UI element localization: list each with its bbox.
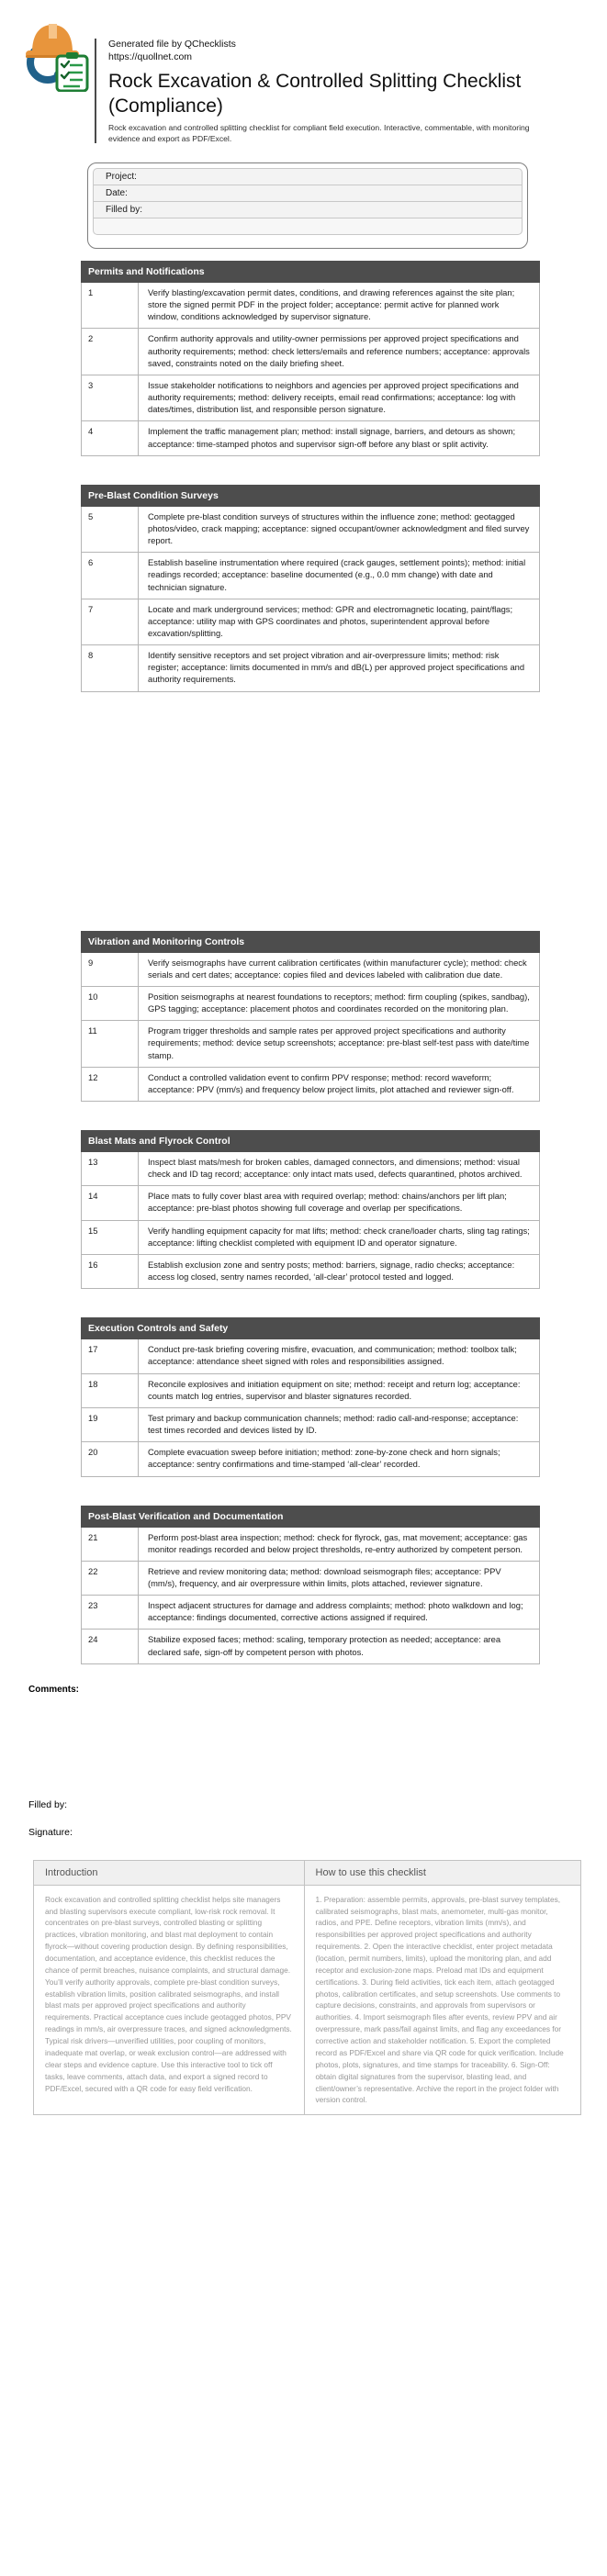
checklist-section-table xyxy=(81,1130,540,1289)
row-number: 3 xyxy=(82,375,139,420)
row-text: Place mats to fully cover blast area with required overlap; method: chains/anchors per lift plan; acceptance: pre-blast photos showing full coverage and overlap per specifications. xyxy=(139,1186,540,1220)
row-text: Test primary and backup communication channels; method: radio call-and-response; acceptance: test times recorded and devices listed by ID. xyxy=(139,1407,540,1441)
checklist-section-table xyxy=(81,261,540,456)
row-number: 6 xyxy=(82,553,139,599)
checklist-row xyxy=(82,1152,540,1186)
row-text: Verify handling equipment capacity for mat lifts; method: check crane/loader charts, sling tag ratings; acceptance: lifting checklist completed with equipment ID and operator signature. xyxy=(139,1220,540,1254)
checklist-sections xyxy=(81,261,540,1664)
row-text: Implement the traffic management plan; method: install signage, barriers, and detours as shown; acceptance: time-stamped photos and supervisor sign-off before any blast or split activity. xyxy=(139,421,540,455)
row-number: 4 xyxy=(82,421,139,455)
row-text: Reconcile explosives and initiation equipment on site; method: receipt and return log; acceptance: counts match log entries, supervisor and blaster signatures recorded. xyxy=(139,1373,540,1407)
checklist-row xyxy=(82,1407,540,1441)
header-divider xyxy=(95,39,96,143)
row-number: 1 xyxy=(82,283,139,329)
row-number: 19 xyxy=(82,1407,139,1441)
checklist-row xyxy=(82,329,540,375)
row-text: Program trigger thresholds and sample rates per approved project specifications and authority requirements; method: device setup screenshots; acceptance: pre-blast self-test pass with date/time stamp. xyxy=(139,1021,540,1067)
introduction-header: Introduction xyxy=(34,1860,305,1885)
hardhat-checklist-logo-icon xyxy=(12,11,93,96)
checklist-row xyxy=(82,1527,540,1561)
row-number: 17 xyxy=(82,1339,139,1373)
checklist-row xyxy=(82,553,540,599)
row-text: Verify blasting/excavation permit dates, conditions, and drawing references against the site plan; store the signed permit PDF in the project folder; acceptance: permit active for planned work window, conditions acknowledged by supervisor signature. xyxy=(139,283,540,329)
document-header xyxy=(0,0,607,147)
row-number: 5 xyxy=(82,506,139,552)
row-number: 7 xyxy=(82,599,139,644)
row-number: 10 xyxy=(82,986,139,1020)
row-number: 2 xyxy=(82,329,139,375)
row-number: 21 xyxy=(82,1527,139,1561)
row-number: 12 xyxy=(82,1067,139,1101)
checklist-section-table xyxy=(81,931,540,1102)
filled-by-label: Filled by: xyxy=(28,1798,68,1810)
page-title-line1: Rock Excavation & Controlled Splitting Checklist xyxy=(108,71,522,93)
row-text: Conduct a controlled validation event to confirm PPV response; method: record waveform; acceptance: PPV (mm/s) and frequency below project limits, plot attached and reviewer sign-off. xyxy=(139,1067,540,1101)
row-text: Issue stakeholder notifications to neighbors and agencies per approved project specifications and authority requirements; method: delivery receipts, email read confirmations; acceptance: log with dates/times, distribution list, and responsible person signature. xyxy=(139,375,540,420)
generated-by-text: Generated file by QChecklists xyxy=(108,39,236,50)
row-number: 9 xyxy=(82,952,139,986)
introduction-text: Rock excavation and controlled splitting checklist helps site managers and blasting supervisors execute compliant, low-risk rock removal. It concentrates on pre-blast surveys, controlled blasting or splitting practices, vibration monitoring, and blast mat deployment to contain flyrock—without covering production design. By defining responsibilities, documentation, and acceptance evidence, this checklist reduces the chance of permit breaches, nuisance complaints, and structural damage. You’ll verify authority approvals, complete pre-blast condition surveys, establish vibration limits, position calibrated seismographs, and install blast mats per approved project specifications and authority requirements. Practical acceptance cues include geotagged photos, PPV readings in mm/s, air overpressure traces, and signed acknowledgments. Typical risk drivers—unverified utilities, poor coupling of monitors, inadequate mat overlap, or weak exclusion control—are addressed with clear steps and evidence capture. Use this interactive tool to tick off tasks, leave comments, attach data, and export a signed record to PDF/Excel, secured with a QR code for easy field verification. xyxy=(34,1885,305,2114)
comments-label: Comments: xyxy=(28,1684,80,1695)
checklist-row xyxy=(82,1186,540,1220)
row-number: 15 xyxy=(82,1220,139,1254)
info-table xyxy=(33,1860,581,2115)
row-number: 24 xyxy=(82,1630,139,1663)
row-text: Inspect adjacent structures for damage and address complaints; method: photo walkdown and log; acceptance: findings documented, corrective actions assigned if required. xyxy=(139,1596,540,1630)
row-text: Verify seismographs have current calibration certificates (within manufacturer cycle); method: check serials and cert dates; acceptance: copies filed and devices labeled with calibration due date. xyxy=(139,952,540,986)
row-text: Position seismographs at nearest foundations to receptors; method: firm coupling (spikes, sandbag), GPS tagging; acceptance: placement photos and coordinates recorded on the monitoring plan. xyxy=(139,986,540,1020)
checklist-row xyxy=(82,283,540,329)
row-text: Confirm authority approvals and utility-owner permissions per approved project specifications and authority requirements; method: check letters/emails and reference numbers; acceptance: approvals saved, constraints noted on the daily briefing sheet. xyxy=(139,329,540,375)
row-text: Stabilize exposed faces; method: scaling, temporary protection as needed; acceptance: area declared safe, sign-off by competent person with photos. xyxy=(139,1630,540,1663)
row-number: 18 xyxy=(82,1373,139,1407)
checklist-row xyxy=(82,1021,540,1067)
row-number: 23 xyxy=(82,1596,139,1630)
checklist-row xyxy=(82,1220,540,1254)
howto-text: 1. Preparation: assemble permits, approvals, pre-blast survey templates, calibrated seismographs, blast mats, anemometer, multi-gas monitor, radios, and PPE. Define receptors, vibration limits (mm/s), and responsibilities per approved project specifications and authority requirements. 2. Open the interactive checklist, enter project metadata (location, permit numbers, limits), upload the monitoring plan, and add receptor and exclusion-zone maps. Preload mat IDs and equipment certifications. 3. During field activities, tick each item, attach geotagged photos, calibration certificates, and setup screenshots. Use comments to capture decisions, constraints, and approvals from supervisors or authorities. 4. Import seismograph files after events, review PPV and air overpressure, mark pass/fail against limits, and flag any exceedances for corrective action and stakeholder notification. 5. Export the completed record as PDF/Excel and share via QR code for quick verification. Include photos, plots, signatures, and time stamps for traceability. 6. Sign-Off: obtain digital signatures from the supervisor, blasting lead, and client/owner’s representative. Archive the report in the project folder with version control. xyxy=(304,1885,580,2114)
section-header: Execution Controls and Safety xyxy=(82,1318,540,1339)
page-title xyxy=(108,70,551,119)
checklist-row xyxy=(82,645,540,691)
row-text: Retrieve and review monitoring data; method: download seismograph files; acceptance: PPV (mm/s), frequency, and air overpressure within limits, plots attached, reviewer signature. xyxy=(139,1561,540,1595)
checklist-row xyxy=(82,506,540,552)
checklist-row xyxy=(82,1373,540,1407)
row-text: Complete pre-blast condition surveys of structures within the influence zone; method: geotagged photos/video, crack mapping; acceptance: signed occupant/owner acknowledgment and filed survey report. xyxy=(139,506,540,552)
row-text: Identify sensitive receptors and set project vibration and air-overpressure limits; method: risk register; acceptance: limits documented in mm/s and dB(L) per approved project specifications and authority requirements. xyxy=(139,645,540,691)
row-text: Inspect blast mats/mesh for broken cables, damaged connectors, and dimensions; method: visual check and ID tag record; acceptance: only intact mats used, defects quarantined, photos archived. xyxy=(139,1152,540,1186)
row-number: 22 xyxy=(82,1561,139,1595)
filled-by-field[interactable]: Filled by: xyxy=(93,201,523,218)
row-number: 8 xyxy=(82,645,139,691)
empty-field-row xyxy=(93,218,523,235)
checklist-row xyxy=(82,1596,540,1630)
row-text: Perform post-blast area inspection; method: check for flyrock, gas, mat movement; acceptance: gas monitor readings recorded and below project thresholds, re-entry authorized by competent person. xyxy=(139,1527,540,1561)
section-header: Permits and Notifications xyxy=(82,262,540,283)
checklist-row xyxy=(82,599,540,644)
row-number: 11 xyxy=(82,1021,139,1067)
checklist-row xyxy=(82,1067,540,1101)
row-text: Conduct pre-task briefing covering misfire, evacuation, and communication; method: toolbox talk; acceptance: attendance sheet signed with roles and responsibilities assigned. xyxy=(139,1339,540,1373)
checklist-row xyxy=(82,1339,540,1373)
checklist-row xyxy=(82,421,540,455)
checklist-section-table xyxy=(81,1506,540,1664)
checklist-row xyxy=(82,986,540,1020)
signature-label: Signature: xyxy=(28,1826,73,1838)
howto-header: How to use this checklist xyxy=(304,1860,580,1885)
project-field[interactable]: Project: xyxy=(93,168,523,185)
section-header: Post-Blast Verification and Documentation xyxy=(82,1506,540,1527)
section-header: Vibration and Monitoring Controls xyxy=(82,931,540,952)
row-number: 16 xyxy=(82,1254,139,1288)
row-number: 13 xyxy=(82,1152,139,1186)
date-field[interactable]: Date: xyxy=(93,185,523,202)
section-header: Blast Mats and Flyrock Control xyxy=(82,1131,540,1152)
checklist-row xyxy=(82,375,540,420)
checklist-row xyxy=(82,1630,540,1663)
row-text: Establish baseline instrumentation where required (crack gauges, settlement points); method: initial readings recorded; acceptance: baseline documented (e.g., 0.0 mm change) with date and technician signature. xyxy=(139,553,540,599)
checklist-row xyxy=(82,1442,540,1476)
checklist-row xyxy=(82,1561,540,1595)
section-header: Pre-Blast Condition Surveys xyxy=(82,485,540,506)
row-text: Locate and mark underground services; method: GPR and electromagnetic locating, paint/flags; acceptance: utility map with GPS coordinates and photos, superintendent approval before excavation/splitting. xyxy=(139,599,540,644)
page-title-line2: (Compliance) xyxy=(108,95,223,118)
row-number: 20 xyxy=(82,1442,139,1476)
project-info-box xyxy=(87,162,528,249)
checklist-section-table xyxy=(81,1317,540,1476)
row-number: 14 xyxy=(82,1186,139,1220)
page-subtitle: Rock excavation and controlled splitting checklist for compliant field execution. Interactive, commentable, with monitoring evidence and export as PDF/Excel. xyxy=(108,123,530,144)
checklist-row xyxy=(82,1254,540,1288)
checklist-row xyxy=(82,952,540,986)
row-text: Establish exclusion zone and sentry posts; method: barriers, signage, radio checks; acceptance: access log closed, sentry names recorded, ‘all-clear’ protocol tested and logged. xyxy=(139,1254,540,1288)
site-url-link[interactable]: https://quollnet.com xyxy=(108,50,193,62)
row-text: Complete evacuation sweep before initiation; method: zone-by-zone check and horn signals; acceptance: sentry confirmations and time-stamped ‘all-clear’ recorded. xyxy=(139,1442,540,1476)
checklist-section-table xyxy=(81,485,540,692)
